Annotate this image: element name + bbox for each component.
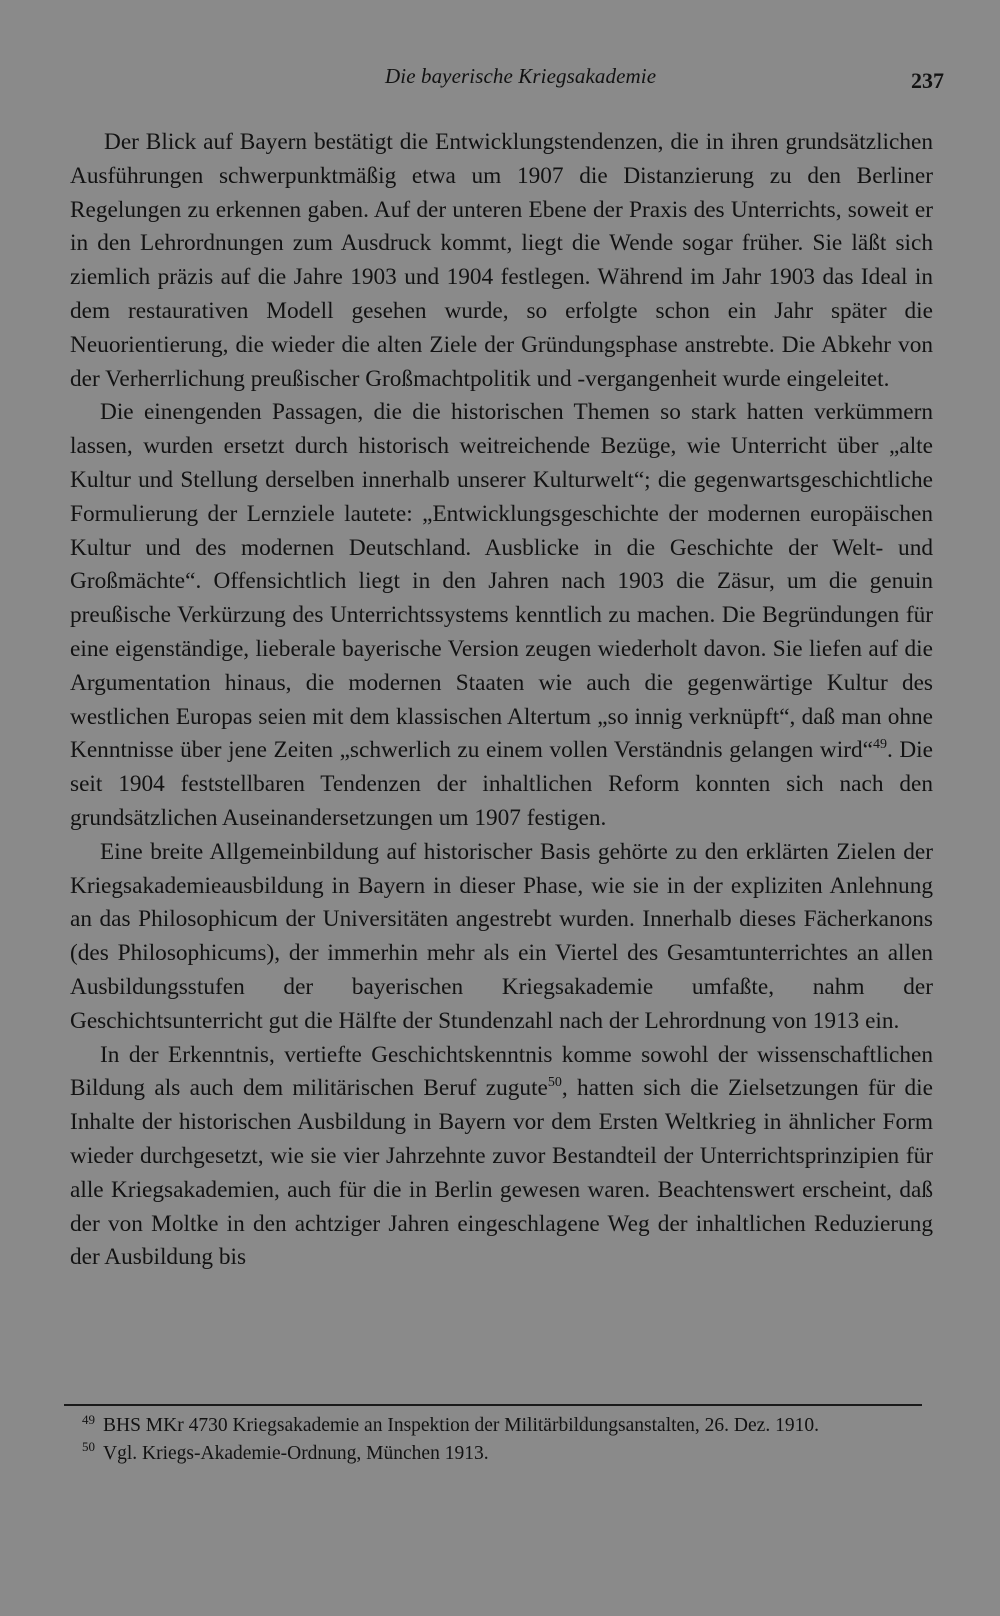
- paragraph-text: In der Erkenntnis, vertiefte Geschichtskenntnis komme sowohl der wissenschaftlichen Bildung als auch dem militärischen Beruf zugute: [70, 1041, 933, 1102]
- paragraph-text: Die einengenden Passagen, die die historischen Themen so stark hatten verkümmern lassen, wurden ersetzt durch historisch weitreichende Bezüge, wie Unterricht über „alte Kultur und Stellung derselben innerhalb unserer Kulturwelt“; die gegenwartsgeschichtliche Formulierung der Lernziele lautete: „Entwicklungsgeschichte der modernen europäischen Kultur und des modernen Deutschland. Ausblicke in die Geschichte der Welt- und Großmächte“. Offensichtlich liegt in den Jahren nach 1903 die Zäsur, um die genuin preußische Verkürzung des Unterrichtssystems kenntlich zu machen. Die Begründungen für eine eigenständige, lieberale bayerische Version zeugen wiederholt davon. Sie liefen auf die Argumentation hinaus, die modernen Staaten wie auch die gegenwärtige Kultur des westlichen Europas seien mit dem klassischen Altertum „so innig verknüpft“, daß man ohne Kenntnisse über jene Zeiten „schwerlich zu einem vollen Verständnis gelangen wird“: [70, 399, 933, 764]
- paragraph: [70, 126, 933, 396]
- footnote: [64, 1439, 924, 1466]
- paragraph-text: Eine breite Allgemeinbildung auf historischer Basis gehörte zu den erklärten Zielen der Kriegsakademieausbildung in Bayern in dieser Phase, wie sie in der expliziten Anlehnung an das Philosophicum der Universitäten angestrebt wurden. Innerhalb dieses Fächerkanons (des Philosophicums), der immerhin mehr als ein Viertel des Gesamtunterrichtes an allen Ausbildungsstufen der bayerischen Kriegsakademie umfaßte, nahm der Geschichtsunterricht gut die Hälfte der Stundenzahl nach der Lehrordnung von 1913 ein.: [70, 838, 933, 1034]
- body-text: [70, 126, 933, 1275]
- footnote-number: 50: [82, 1439, 95, 1454]
- paragraph-text: , hatten sich die Zielsetzungen für die Inhalte der historischen Ausbildung in Bayern vor dem Ersten Weltkrieg in ähnlicher Form wieder durchgesetzt, wie sie vier Jahrzehnte zuvor Bestandteil der Unterrichtsprinzipien für alle Kriegsakademien, auch für die in Berlin gewesen waren. Beachtenswert erscheint, daß der von Moltke in den achtziger Jahren eingeschlagene Weg der inhaltlichen Reduzierung der Ausbildung bis: [70, 1075, 933, 1271]
- paragraph: [70, 836, 933, 1039]
- paragraph: [70, 1039, 933, 1276]
- paragraph: [70, 396, 933, 835]
- footnotes: [64, 1411, 924, 1469]
- footnote-marker: 49: [872, 737, 887, 753]
- footnote: [64, 1411, 924, 1438]
- footnote-text: Vgl. Kriegs-Akademie-Ordnung, München 1913.: [103, 1442, 489, 1464]
- footnote-number: 49: [82, 1411, 95, 1427]
- page-number: 237: [911, 68, 944, 93]
- running-title: Die bayerische Kriegsakademie: [385, 64, 657, 88]
- paragraph-text: Der Blick auf Bayern bestätigt die Entwicklungstendenzen, die in ihren grundsätzlichen Ausführungen schwerpunktmäßig etwa um 1907 die Distanzierung zu den Berliner Regelungen zu erkennen gaben. Auf der unteren Ebene der Praxis des Unterrichts, soweit er in den Lehrordnungen zum Ausdruck kommt, liegt die Wende sogar früher. Sie läßt sich ziemlich präzis auf die Jahre 1903 und 1904 festlegen. Während im Jahr 1903 das Ideal in dem restaurativen Modell gesehen wurde, so erfolgte schon ein Jahr später die Neuorientierung, die wieder die alten Ziele der Gründungsphase anstrebte. Die Abkehr von der Verherrlichung preußischer Großmachtpolitik und -vergangenheit wurde eingeleitet.: [70, 129, 933, 392]
- footnote-divider: [64, 1404, 922, 1406]
- paragraph-text: . Die seit 1904 feststellbaren Tendenzen der inhaltlichen Reform konnten sich nach den grundsätzlichen Auseinandersetzungen um 1907 festigen.: [70, 737, 933, 831]
- footnote-marker: 50: [547, 1075, 562, 1091]
- footnote-text: BHS MKr 4730 Kriegsakademie an Inspektion der Militärbildungsanstalten, 26. Dez. 1910.: [103, 1415, 819, 1436]
